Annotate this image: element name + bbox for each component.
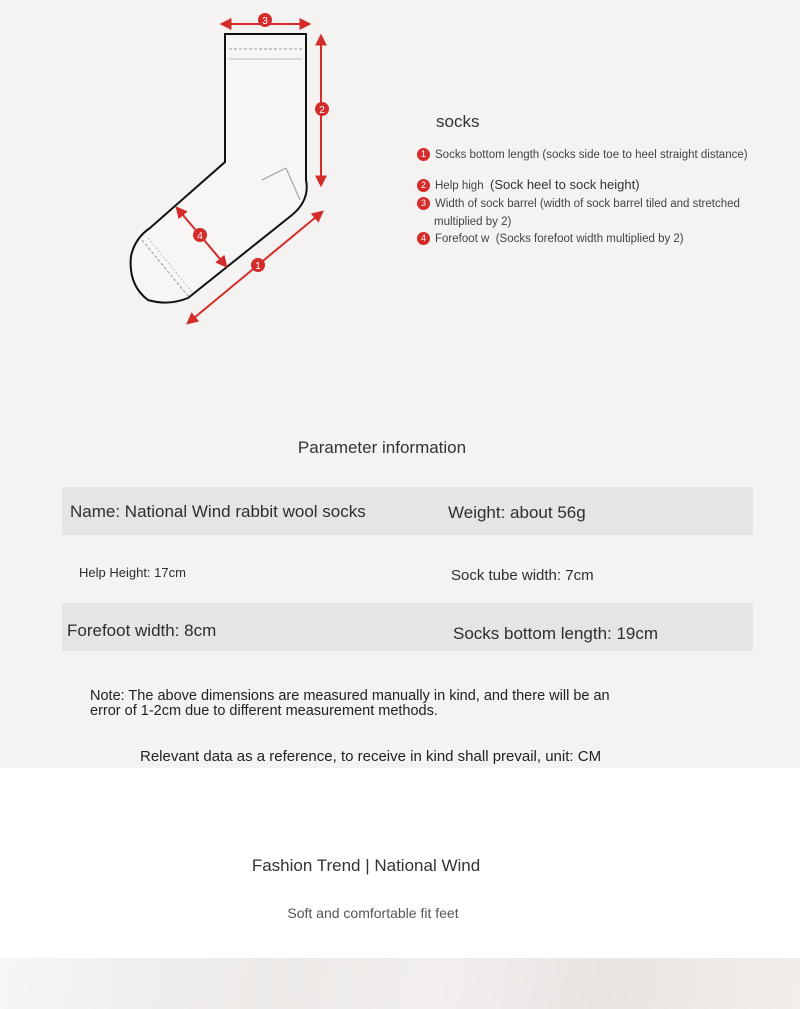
param-row-2 <box>62 552 753 596</box>
legend-number-1: 1 <box>417 148 430 161</box>
legend-item-4 <box>417 230 684 248</box>
marker-2-label: 2 <box>319 105 325 116</box>
param-tube-width: Sock tube width: 7cm <box>451 567 594 584</box>
legend-label-4: Forefoot w <box>435 233 490 245</box>
legend-text-3: Width of sock barrel (width of sock barrel tiled and stretched <box>435 198 740 210</box>
legend-text-3b: multiplied by 2) <box>434 216 512 228</box>
sock-outline <box>131 34 307 303</box>
legend-item-1 <box>417 146 748 164</box>
marker-4-label: 4 <box>197 231 203 242</box>
measurement-note <box>90 689 690 719</box>
marker-1-label: 1 <box>255 261 261 272</box>
legend-number-4: 4 <box>417 232 430 245</box>
param-forefoot-width: Forefoot width: 8cm <box>67 621 217 640</box>
param-bottom-length: Socks bottom length: 19cm <box>453 624 659 643</box>
legend-item-2 <box>417 176 640 195</box>
param-help-height: Help Height: 17cm <box>79 565 186 580</box>
param-weight: Weight: about 56g <box>448 503 586 522</box>
legend-text-1: Socks bottom length (socks side toe to heel straight distance) <box>435 149 748 161</box>
note-line-2: error of 1-2cm due to different measurement methods. <box>90 703 438 719</box>
tagline-subtitle: Soft and comfortable fit feet <box>287 905 459 921</box>
marker-3-label: 3 <box>262 16 268 27</box>
param-name: Name: National Wind rabbit wool socks <box>70 502 366 521</box>
legend-title: socks <box>436 112 480 131</box>
tagline: Fashion Trend | National Wind <box>251 856 481 875</box>
legend-label-2: Help high <box>435 180 484 192</box>
sock-diagram <box>110 0 350 340</box>
parameter-title: Parameter information <box>297 438 467 457</box>
legend-number-3: 3 <box>417 197 430 210</box>
param-row-1 <box>62 487 753 535</box>
legend-detail-2: (Sock heel to sock height) <box>489 177 640 192</box>
note-line-1: Note: The above dimensions are measured manually in kind, and there will be an <box>90 688 610 704</box>
legend-detail-4: (Socks forefoot width multiplied by 2) <box>495 233 684 245</box>
legend-number-2: 2 <box>417 179 430 192</box>
legend-item-3 <box>417 195 767 231</box>
param-row-3 <box>62 603 753 651</box>
footer-banner <box>0 958 800 1009</box>
reference-note: Relevant data as a reference, to receive in kind shall prevail, unit: CM <box>140 748 602 765</box>
